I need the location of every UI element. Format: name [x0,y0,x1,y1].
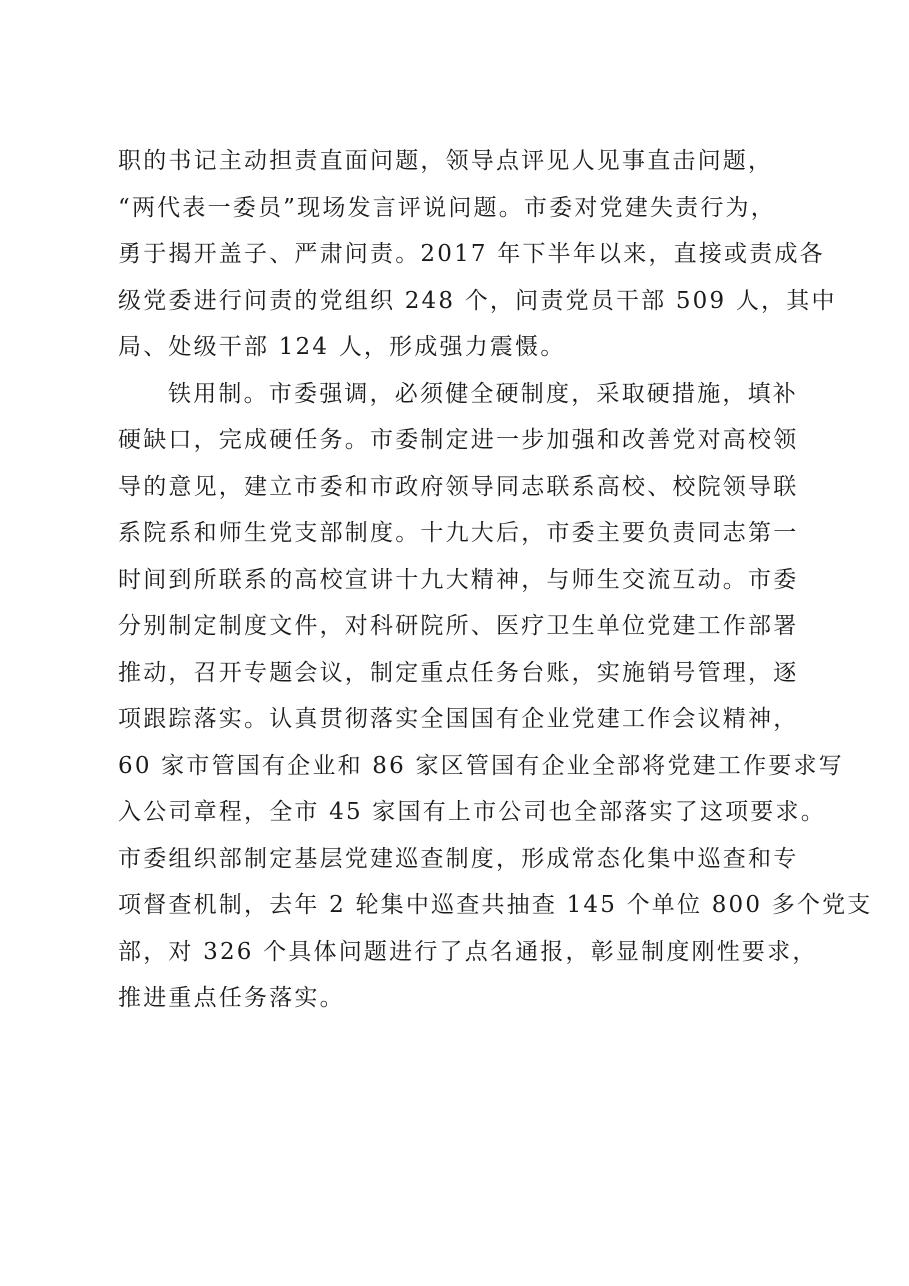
paragraph-line: 铁用制。市委强调，必须健全硬制度，采取硬措施，填补 [168,380,798,407]
paragraph-line: 硬缺口，完成硬任务。市委制定进一步加强和改善党对高校领 [118,427,799,453]
paragraph-line: 级党委进行问责的党组织 248 个，问责党员干部 509 人，其中 [118,287,837,314]
paragraph-line: 局、处级干部 124 人，形成强力震慑。 [118,334,566,360]
paragraph-line: 导的意见，建立市委和市政府领导同志联系高校、校院领导联 [118,473,799,500]
paragraph-line: 分别制定制度文件，对科研院所、医疗卫生单位党建工作部署 [118,613,799,639]
paragraph-line: 市委组织部制定基层党建巡查制度，形成常态化集中巡查和专 [118,845,799,872]
paragraph-line: 时间到所联系的高校宣讲十九大精神，与师生交流互动。市委 [118,566,799,593]
document-body [118,138,873,1022]
paragraph-line: 勇于揭开盖子、严肃问责。2017 年下半年以来，直接或责成各 [118,241,825,267]
paragraph-line: 系院系和师生党支部制度。十九大后，市委主要负责同志第一 [118,520,799,546]
paragraph-line: 推动，召开专题会议，制定重点任务台账，实施销号管理，逐 [118,659,799,686]
paragraph-2 [118,371,873,1022]
paragraph-line: 入公司章程，全市 45 家国有上市公司也全部落实了这项要求。 [118,799,826,825]
paragraph-line: 项督查机制，去年 2 轮集中巡查共抽查 145 个单位 800 多个党支 [118,892,873,918]
paragraph-line: 推进重点任务落实。 [118,985,345,1011]
paragraph-line: “两代表一委员”现场发言评说问题。市委对党建失责行为， [118,194,776,221]
paragraph-line: 职的书记主动担责直面问题，领导点评见人见事直击问题， [118,148,774,174]
paragraph-line: 部，对 326 个具体问题进行了点名通报，彰显制度刚性要求， [118,938,818,965]
paragraph-1 [118,138,837,371]
paragraph-line: 60 家市管国有企业和 86 家区管国有企业全部将党建工作要求写 [118,752,844,779]
paragraph-line: 项跟踪落实。认真贯彻落实全国国有企业党建工作会议精神， [118,706,799,732]
